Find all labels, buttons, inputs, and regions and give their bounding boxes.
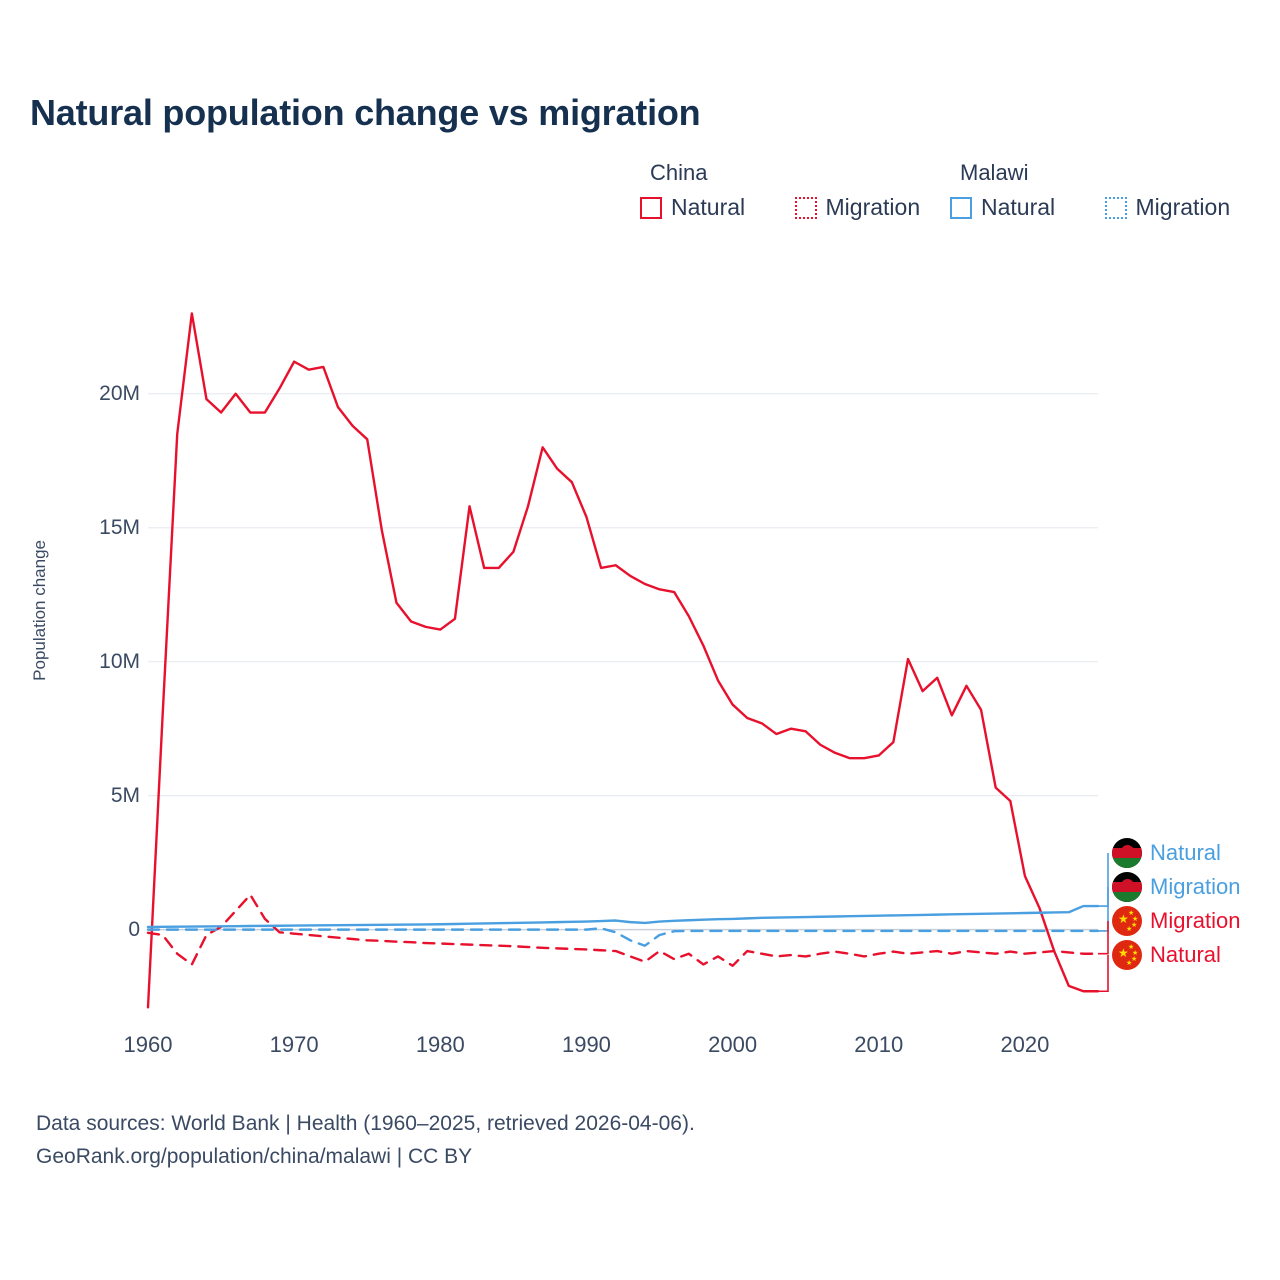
x-tick-label: 1990 <box>561 1032 611 1057</box>
y-axis-title: Population change <box>30 540 49 681</box>
label-leader-line <box>1098 921 1108 954</box>
legend-label: Natural <box>671 194 746 220</box>
footer-notes <box>36 1108 695 1173</box>
y-tick-label: 0 <box>128 917 140 941</box>
end-label-text: Migration <box>1150 874 1241 899</box>
y-tick-label: 5M <box>110 783 140 807</box>
series-line <box>148 313 1098 1007</box>
y-tick-label: 10M <box>99 649 140 673</box>
y-tick-label: 15M <box>99 515 140 539</box>
legend-label: Migration <box>825 194 921 220</box>
china-flag-icon: ★ ★ ★ ★ ★ <box>1112 940 1142 970</box>
legend-group-malawi: Malawi <box>960 160 1029 185</box>
legend-label: Natural <box>981 194 1056 220</box>
page-title: Natural population change vs migration <box>30 92 701 133</box>
series-end-label <box>1112 906 1240 936</box>
series-end-label <box>1112 838 1221 868</box>
series-end-label <box>1112 872 1240 902</box>
legend-label: Migration <box>1135 194 1231 220</box>
x-tick-label: 2000 <box>708 1032 758 1057</box>
end-label-text: Migration <box>1150 908 1241 933</box>
label-leader-line <box>1098 853 1108 906</box>
china-flag-icon: ★ ★ ★ ★ ★ <box>1112 906 1142 936</box>
x-tick-label: 1980 <box>415 1032 465 1057</box>
malawi-flag-icon <box>1112 872 1142 902</box>
label-leader-line <box>1098 887 1108 931</box>
y-axis-ticks <box>60 0 140 1280</box>
end-label-text: Natural <box>1150 840 1221 865</box>
legend-group-china: China <box>650 160 708 185</box>
x-tick-label: 2020 <box>1000 1032 1050 1057</box>
footer-line-2: GeoRank.org/population/china/malawi | CC BY <box>36 1144 473 1168</box>
x-tick-label: 1960 <box>123 1032 173 1057</box>
y-tick-label: 20M <box>99 381 140 405</box>
series-end-label <box>1112 940 1221 970</box>
x-tick-label: 2010 <box>854 1032 904 1057</box>
footer-line-1: Data sources: World Bank | Health (1960–2025, retrieved 2026-04-06). <box>36 1112 695 1135</box>
malawi-flag-icon <box>1112 838 1142 868</box>
series-line <box>148 906 1098 927</box>
label-leader-line <box>1098 955 1108 991</box>
end-label-text: Natural <box>1150 942 1221 967</box>
x-tick-label: 1970 <box>269 1032 319 1057</box>
series-line <box>148 928 1098 945</box>
